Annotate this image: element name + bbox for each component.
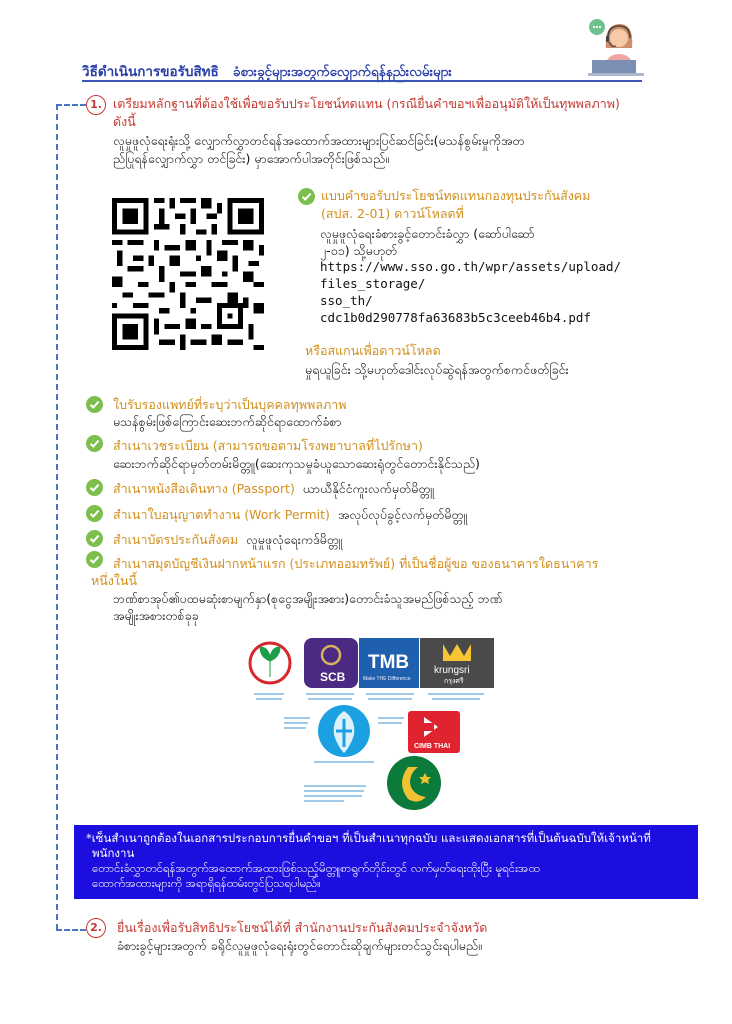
notice-line: တောင်းခံလွှာတင်ရန်အတွက်အထောက်အထားဖြစ်သည့်မိတ္တူစာရွက်တိုင်းတွင် လက်မှတ်ရေးထိုးပြီး မူရင်းအထ <box>92 861 540 875</box>
form-description-cont: ၂-၀၁) သို့မဟုတ် <box>320 243 398 258</box>
step-connector-tick <box>56 929 86 931</box>
download-link-part[interactable]: sso_th/ <box>320 293 373 308</box>
step-2-title: ยื่นเรื่องเพื่อรับสิทธิประโยชน์ได้ที่ สำนักงานประกันสังคมประจำจังหวัด <box>117 920 488 935</box>
notice-line: *เซ็นสำเนาถูกต้องในเอกสารประกอบการยื่นคำขอฯ ที่เป็นสำเนาทุกฉบับ และแสดงเอกสารที่เป็นต้นฉบับให้เจ้าหน้าที่ <box>86 831 651 845</box>
doc-bankbook-desc: ဘဏ်စာအုပ်၏ပထမဆုံးစာမျက်နှာ(စုငွေအမျိုးအစား)တောင်းခံသူအမည်ဖြစ်သည့် ဘဏ် <box>113 591 503 606</box>
step-2-badge: 2. <box>86 918 106 938</box>
check-icon <box>86 505 103 522</box>
download-link-part[interactable]: https://www.sso.go.th/wpr/assets/upload/ <box>320 259 622 274</box>
scb-logo <box>304 638 358 688</box>
title-thai: วิธีดำเนินการขอรับสิทธิ <box>82 64 219 80</box>
tmb-tagline: Make THE Difference <box>363 676 411 682</box>
title-myanmar: ခံစားခွင့်များအတွက်လျှောက်ရန်နည်းလမ်းများ <box>232 64 452 80</box>
doc-ss-card-title: สำเนาบัตรประกันสังคม <box>113 532 239 547</box>
krungsri-logo-thai: กรุงศรี <box>444 678 464 685</box>
doc-ss-card-desc: လူမှုဖူလုံရေးကဒ်မိတ္တူ <box>246 532 343 547</box>
doc-passport-title: สำเนาหนังสือเดินทาง (Passport) <box>113 481 295 496</box>
doc-medical-certificate-desc: မသန်စွမ်းဖြစ်ကြောင်းဆေးဘက်ဆိုင်ရာထောက်ခံစာ <box>113 414 342 429</box>
tmb-logo <box>359 638 419 688</box>
check-icon <box>86 396 103 413</box>
notice-line: พนักงาน <box>92 846 135 860</box>
krungsri-logo-text: krungsri <box>434 665 470 676</box>
doc-ss-card <box>113 532 343 547</box>
step-1-title-cont: ดังนี้ <box>113 114 136 129</box>
doc-work-permit-desc: အလုပ်လုပ်ခွင့်လက်မှတ်မိတ္တူ <box>337 507 468 522</box>
check-icon <box>86 479 103 496</box>
islamic-bank-logo <box>387 756 441 810</box>
doc-medical-record-title: สำเนาเวชระเบียน (สามารถขอตามโรงพยาบาลที่ไปรักษา) <box>113 438 423 453</box>
bank-logos <box>248 635 496 813</box>
doc-passport-desc: ယာယီနိုင်ငံကူးလက်မှတ်မိတ္တူ <box>302 481 435 496</box>
form-description: လူမှုဖူလုံရေးခံစားခွင့်တောင်းခံလွှာ (ဆော်ပါဆော် <box>320 226 535 241</box>
step-1-description: လူမှုဖူလုံရေးရုံးသို့ လျှောက်လွှာတင်ရန်အထောက်အထားများပြင်ဆင်ခြင်း(မသန်စွမ်းမှုကိုအတ <box>113 133 525 148</box>
qr-code[interactable] <box>112 198 264 350</box>
check-icon <box>86 530 103 547</box>
check-icon <box>298 188 315 205</box>
cimb-logo-text: CIMB THAI <box>414 743 451 750</box>
doc-medical-record-desc: ဆေးဘက်ဆိုင်ရာမှတ်တမ်းမိတ္တူ(ဆေးကုသမှုခံယူသောဆေးရုံတွင်တောင်းနိုင်သည်) <box>113 456 480 471</box>
cimb-logo <box>408 711 460 753</box>
doc-passport <box>113 481 434 496</box>
doc-work-permit <box>113 507 467 522</box>
doc-work-permit-title: สำเนาใบอนุญาตทำงาน (Work Permit) <box>113 507 330 522</box>
step-2-description: ခံစားခွင့်များအတွက် ခရိုင်လူမှုဖူလုံရေးရုံးတွင်တောင်းဆိုချက်များတင်သွင်းရပါမည်။ <box>117 938 482 953</box>
doc-bankbook-title-cont: หนึ่งในนี้ <box>91 573 138 588</box>
step-1-badge: 1. <box>86 95 106 115</box>
download-link-part[interactable]: cdc1b0d290778fa63683b5c3ceeb46b4.pdf <box>320 310 591 325</box>
scan-label: หรือสแกนเพื่อดาวน์โหลด <box>305 343 441 358</box>
step-connector-line <box>56 104 58 930</box>
doc-bankbook-title: สำเนาสมุดบัญชีเงินฝากหน้าแรก (ประเภทออมทรัพย์) ที่เป็นชื่อผู้ขอ ของธนาคารใดธนาคาร <box>113 556 599 571</box>
download-link-part[interactable]: files_storage/ <box>320 276 426 291</box>
title-underline <box>82 80 642 82</box>
form-code-label: (สปส. 2-01) ดาวน์โหลดที่ <box>321 206 464 221</box>
form-title: แบบคำขอรับประโยชน์ทดแทนกองทุนประกันสังคม <box>321 188 591 203</box>
notice-line: ထောက်အထားများကို အရာရှိရန်ထမ်းတွင်ပြသရပါမည်။ <box>92 876 321 890</box>
step-1-description-cont: ည်ပြုရန်လျှောက်လွှာ တင်ခြင်း) မှာအောက်ပါအတိုင်းဖြစ်သည်။ <box>113 151 390 166</box>
check-icon <box>86 551 103 568</box>
doc-medical-certificate-title: ใบรับรองแพทย์ที่ระบุว่าเป็นบุคคลทุพพลภาพ <box>113 397 347 412</box>
check-icon <box>86 435 103 452</box>
tmb-logo-text: TMB <box>368 652 410 673</box>
notice-box <box>74 825 698 899</box>
doc-bankbook-desc-cont: အမျိုးအစားတစ်ခုခု <box>113 608 199 623</box>
step-1-title: เตรียมหลักฐานที่ต้องใช้เพื่อขอรับประโยชน์ทดแทน (กรณียื่นคำขอฯเพื่ออนุมัติให้เป็นทุพพลภาพ) <box>113 96 620 111</box>
scb-logo-text: SCB <box>320 670 346 684</box>
krungthai-logo <box>318 705 370 757</box>
step-connector-tick <box>56 104 86 106</box>
download-link[interactable] <box>320 258 660 326</box>
scan-description: မှုရယူခြင်း သို့မဟုတ်ဒေါင်းလုပ်ဆွဲရန်အတွက်စကင်ဖတ်ခြင်း <box>305 362 569 377</box>
kasikorn-logo <box>250 643 290 683</box>
krungsri-logo <box>420 638 494 688</box>
support-agent-icon <box>588 16 644 76</box>
